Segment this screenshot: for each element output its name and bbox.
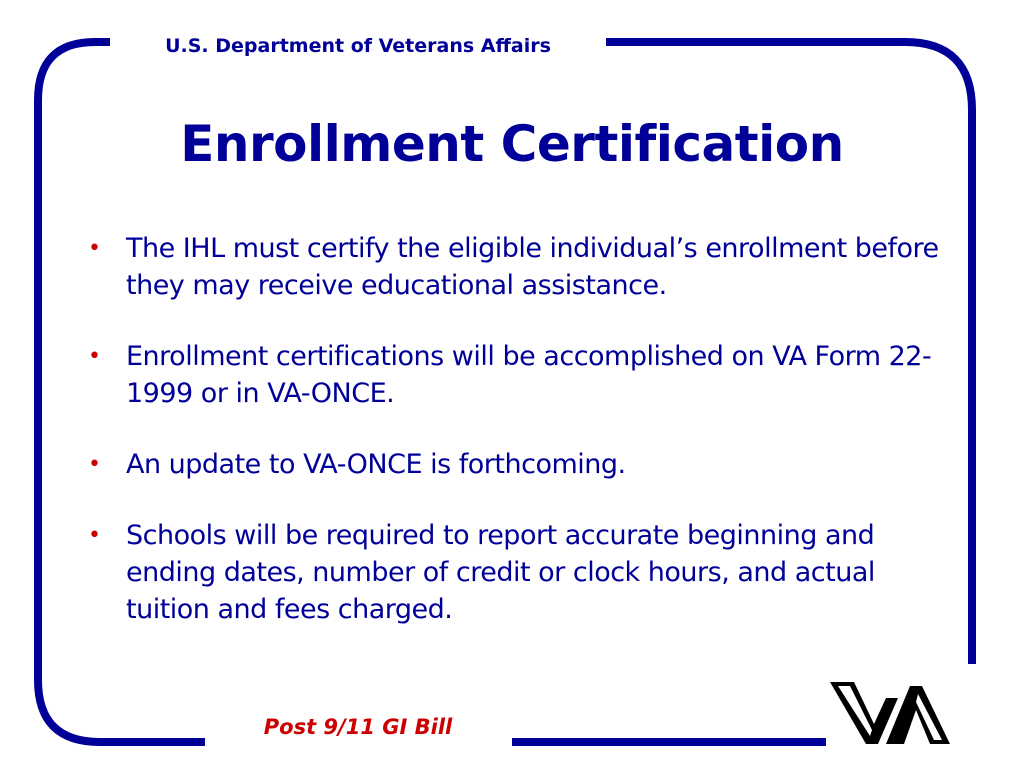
bullet-dot-icon: • (88, 523, 101, 548)
bullet-dot-icon: • (88, 236, 101, 261)
logo-v-shape (830, 682, 898, 744)
bullet-item (84, 517, 954, 628)
bullet-dot-icon: • (88, 344, 101, 369)
bullet-item (84, 230, 954, 304)
va-logo-icon (826, 664, 954, 760)
bullet-text: An update to VA-ONCE is forthcoming. (126, 449, 626, 480)
bullet-text: Schools will be required to report accurate beginning and ending dates, number of credit or clock hours, and actual tuition and fees charged. (126, 520, 875, 625)
bullet-dot-icon: • (88, 452, 101, 477)
bullet-text: Enrollment certifications will be accomplished on VA Form 22-1999 or in VA-ONCE. (126, 341, 932, 409)
bullet-text: The IHL must certify the eligible individual’s enrollment before they may receive educational assistance. (126, 233, 939, 301)
program-footer: Post 9/11 GI Bill (205, 712, 511, 742)
bullet-item (84, 446, 954, 483)
bullet-list (84, 230, 954, 662)
department-header: U.S. Department of Veterans Affairs (118, 33, 598, 59)
bullet-item (84, 338, 954, 412)
slide-title: Enrollment Certification (180, 115, 844, 173)
